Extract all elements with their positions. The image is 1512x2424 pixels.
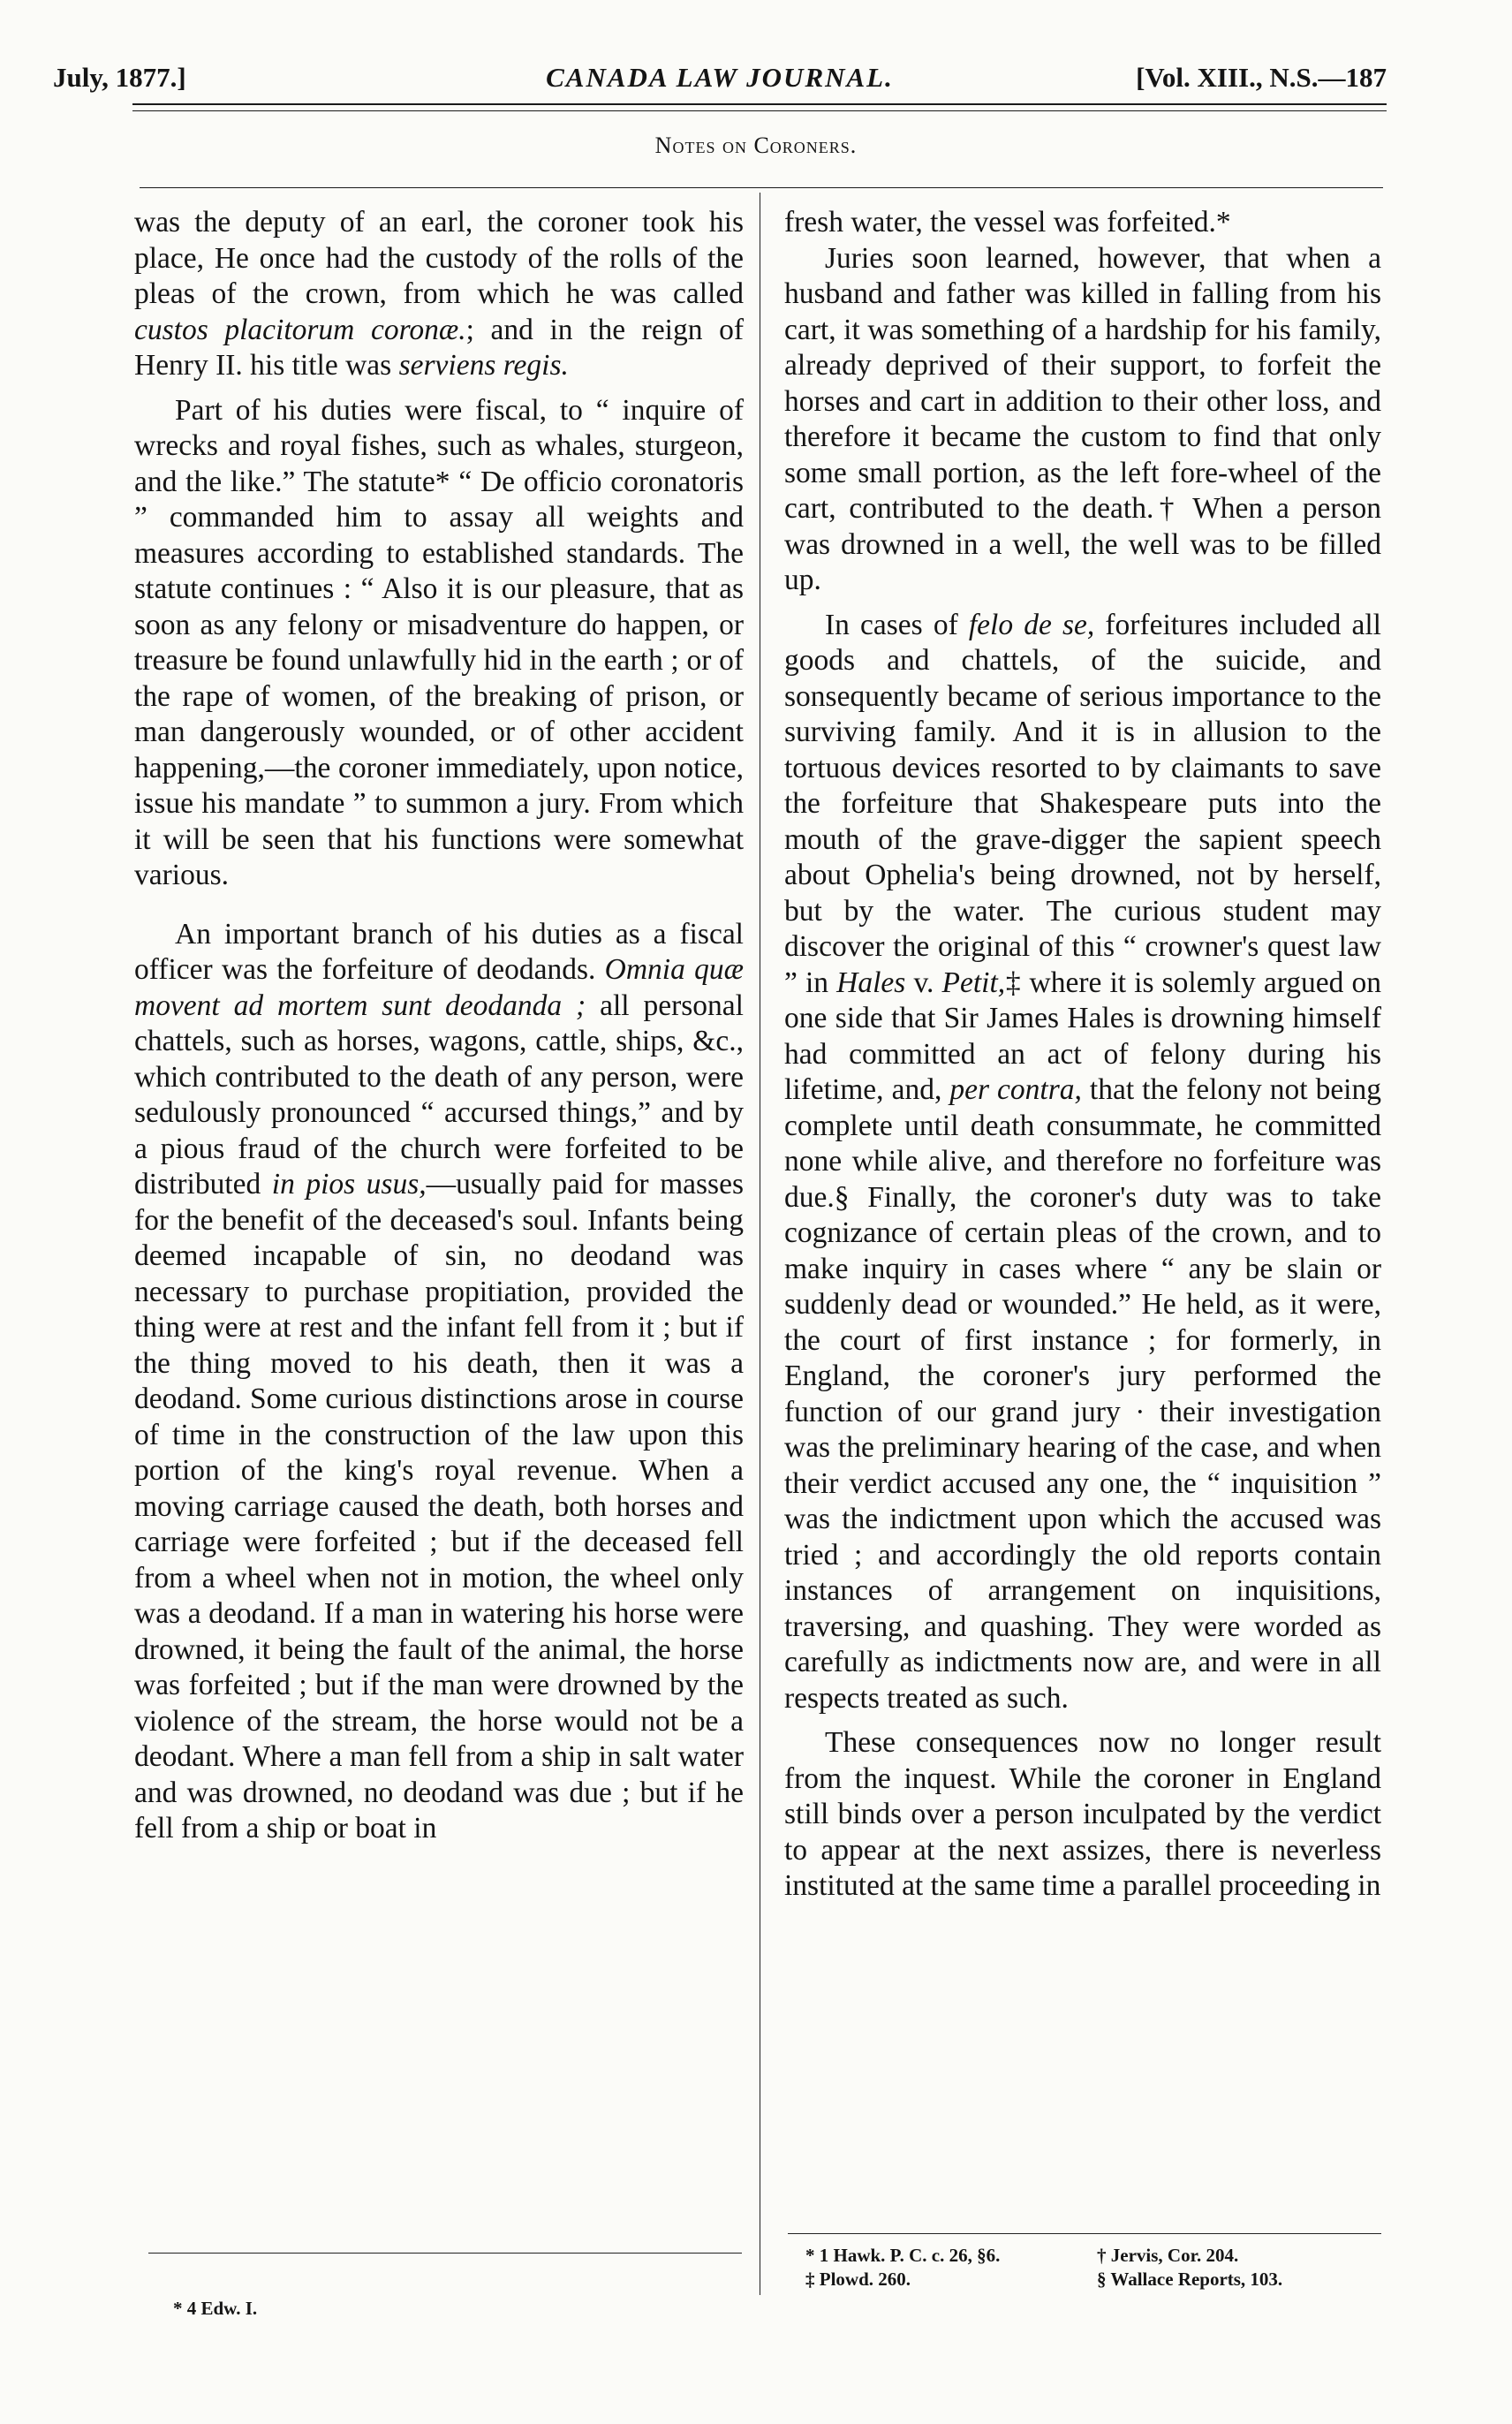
footnote-wallace: § Wallace Reports, 103. xyxy=(1097,2269,1283,2290)
section-title: Notes on Coroners. xyxy=(654,133,858,158)
footnote-statute: * 4 Edw. I. xyxy=(173,2298,258,2319)
journal-title: CANADA LAW JOURNAL. xyxy=(546,62,894,93)
right-paragraph-2: Juries soon learned, however, that when a husband and father was killed in falling from his cart, it was something of a hardship for his family, already deprived of their support, to forfeit the horses and cart in addition to their other loss, and therefore it became the custom to find that only some small portion, as the left fore-wheel of the cart, contributed to the death.† When a person was drowned in a well, the well was to be filled up. xyxy=(784,241,1381,596)
right-footnotes xyxy=(805,2244,1380,2291)
left-column xyxy=(134,205,744,1847)
footnote-jervis: † Jervis, Cor. 204. xyxy=(1097,2245,1239,2266)
left-paragraph-2: Part of his duties were fiscal, to “ inquire of wrecks and royal fishes, such as whales, sturgeon, and the like.” The statute* “ De officio coronatoris ” commanded him to assay all weights and measures according to established standards. The statute continues : “ Also it is our pleasure, that as soon as any felony or misadventure do happen, or treasure be found unlawfully hid in the earth ; or of the rape of women, of the breaking of prison, or man dangerously wounded, or of other accident happening,—the coroner immediately, upon notice, issue his mandate ” to summon a jury. From which it will be seen that his functions were somewhat various. xyxy=(134,393,744,891)
footnote-hawk: * 1 Hawk. P. C. c. 26, §6. xyxy=(805,2245,1001,2266)
footnote-plowd: ‡ Plowd. 260. xyxy=(805,2269,911,2290)
left-footnote-rule xyxy=(148,2253,742,2254)
volume-page-number: [Vol. XIII., N.S.—187 xyxy=(1136,62,1387,93)
header-rule-top xyxy=(132,103,1387,105)
right-paragraph-3: In cases of felo de se, forfeitures included all goods and chattels, of the suicide, and sonsequently became of serious importance to the surviving family. And it is in allusion to the tortuous devices resorted to by claimants to save the forfeiture that Shakespeare puts into the mouth of the grave-digger the sapient speech about Ophelia's being drowned, not by herself, but by the water. The curious student may discover the original of this “ crowner's quest law ” in Hales v. Petit,‡ where it is solemly argued on one side that Sir James Hales is drowning himself had committed an act of felony during his lifetime, and, per contra, that the felony not being complete until death consummate, he committed none while alive, and therefore no forfeiture was due.§ Finally, the coroner's duty was to take cognizance of certain pleas of the crown, and to make inquiry in cases where “ any be slain or suddenly dead or wounded.” He held, as it were, the court of first instance ; for formerly, in England, the coroner's jury performed the function of our grand jury · their investigation was the preliminary hearing of the case, and when their verdict accused any one, the “ inquisition ” was the indictment upon which the accused was tried ; and accordingly the old reports contain instances of arrangement on inquisitions, traversing, and quashing. They were worded as carefully as indictments now are, and were in all respects treated as such. xyxy=(784,608,1381,1715)
right-paragraph-4: These consequences now no longer result from the inquest. While the coroner in England still binds over a person inculpated by the verdict to appear at the next assizes, there is neverless instituted at the same time a parallel proceeding in xyxy=(784,1726,1381,1902)
left-footnotes xyxy=(173,2297,257,2321)
left-paragraph-3: An important branch of his duties as a fiscal officer was the forfeiture of deodands. Omnia quæ movent ad mortem sunt deodanda ; all personal chattels, such as horses, wagons, cattle, ships, &c., which contributed to the death of any person, were sedulously pronounced “ accursed things,” and by a pious fraud of the church were forfeited to be distributed in pios usus,—usually paid for masses for the benefit of the deceased's soul. Infants being deemed incapable of sin, no deodand was necessary to purchase propitiation, provided the thing were at rest and the infant fell from it ; but if the thing moved to his death, then it was a deodand. Some curious distinctions arose in course of time in the construction of the law upon this portion of the king's royal revenue. When a moving carriage caused the death, both horses and carriage were forfeited ; but if the deceased fell from a wheel when not in motion, the wheel only was a deodand. If a man in watering his horse were drowned, it being the fault of the animal, the horse was forfeited ; but if the man were drowned by the violence of the stream, the horse would not be a deodant. Where a man fell from a ship in salt water and was drowned, no deodand was due ; but if he fell from a ship or boat in xyxy=(134,917,744,1845)
right-column xyxy=(784,205,1381,1905)
header-date: July, 1877.] xyxy=(53,62,186,93)
left-paragraph-1: was the deputy of an earl, the coroner took his place, He once had the custody of the rolls of the pleas of the crown, from which he was called custos placitorum coronæ.; and in the reign of Henry II. his title was serviens regis. xyxy=(134,206,744,382)
section-rule xyxy=(140,187,1383,188)
right-paragraph-1: fresh water, the vessel was forfeited.* xyxy=(784,206,1231,239)
running-head xyxy=(53,55,1387,99)
header-rule-bottom xyxy=(132,110,1387,111)
right-footnote-rule xyxy=(788,2233,1381,2234)
